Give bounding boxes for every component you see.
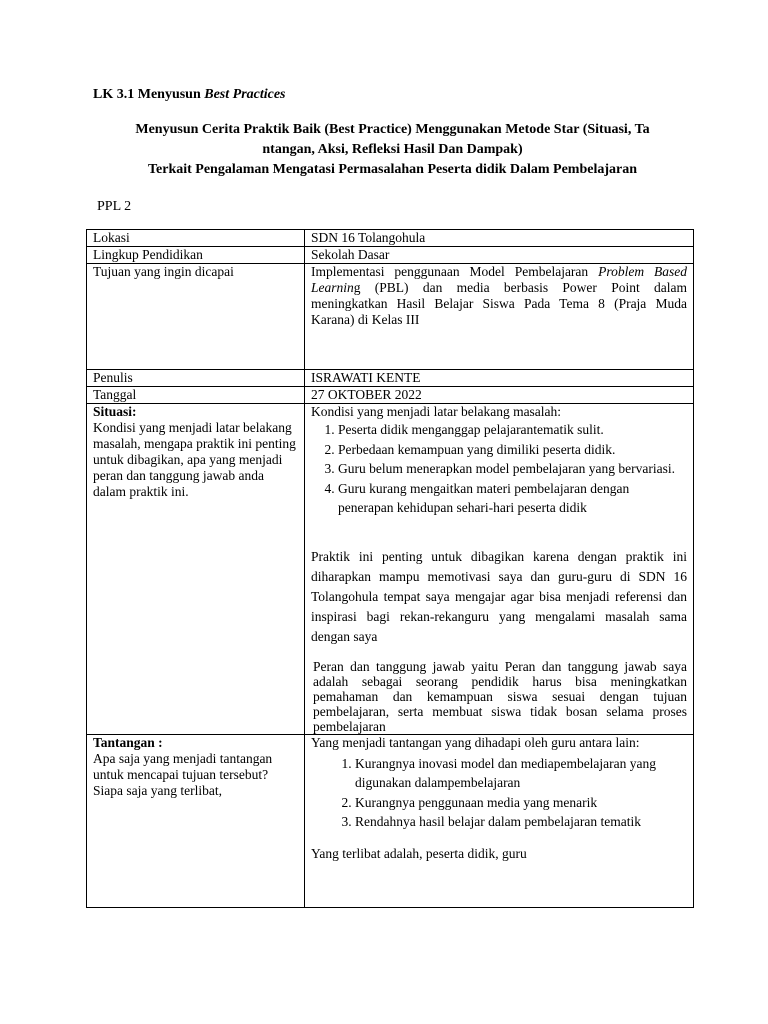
lokasi-label: Lokasi [87, 230, 305, 247]
table-row-tanggal [87, 387, 694, 404]
page-title [93, 87, 286, 103]
situasi-description: Kondisi yang menjadi latar belakang masalah, mengapa praktik ini penting untuk dibagikan, apa yang menjadi peran dan tanggung jawab anda dalam praktik ini. [93, 420, 296, 499]
situasi-cell-left [87, 404, 305, 735]
tujuan-text-1: Implementasi penggunaan Model Pembelajaran [311, 264, 599, 279]
tujuan-text-2: g (PBL) dan media berbasis Power Point dalam meningkatkan Hasil Belajar Siswa Pada Tema 8 (Praja Muda Karana) di Kelas III [311, 280, 687, 327]
lingkup-label: Lingkup Pendidikan [87, 247, 305, 264]
list-item: 1. Kurangnya inovasi model dan mediapembelajaran yang digunakan dalampembelajaran [355, 754, 687, 793]
list-item: 2. Perbedaan kemampuan yang dimiliki peserta didik. [338, 440, 687, 460]
heading-line-1: Menyusun Cerita Praktik Baik (Best Practice) Menggunakan Metode Star (Situasi, Ta [135, 122, 650, 137]
situasi-cell-right [305, 404, 694, 735]
tanggal-value: 27 OKTOBER 2022 [305, 387, 694, 404]
tantangan-cell-left [87, 734, 305, 907]
situasi-paragraph-1: Praktik ini penting untuk dibagikan karena dengan praktik ini diharapkan mampu memotivasi saya dan guru-guru di SDN 16 Tolangohula tempat saya mengajar agar bisa menjadi referensi dan inspirasi bagi rekan-rekanguru yang mengalami masalah sama dengan saya [311, 548, 687, 644]
tantangan-list [311, 754, 687, 832]
best-practice-table [86, 229, 694, 908]
table-row-lokasi [87, 230, 694, 247]
tantangan-description: Apa saja yang menjadi tantangan untuk mencapai tujuan tersebut? Siapa saja yang terlibat, [93, 750, 273, 798]
tanggal-label: Tanggal [87, 387, 305, 404]
table-row-tantangan [87, 734, 694, 907]
table-row-situasi [87, 404, 694, 735]
title-italic: Best Practices [204, 87, 286, 102]
list-item: 1. Peserta didik menganggap pelajarantematik sulit. [338, 420, 687, 440]
lingkup-value: Sekolah Dasar [305, 247, 694, 264]
tantangan-terlibat: Yang terlibat adalah, peserta didik, guru [311, 845, 527, 861]
heading-line-3: Terkait Pengalaman Mengatasi Permasalahan Peserta didik Dalam Pembelajaran [147, 162, 638, 177]
tujuan-text-italic: Problem Based Learnin [311, 264, 687, 295]
penulis-label: Penulis [87, 370, 305, 387]
tujuan-label: Tujuan yang ingin dicapai [87, 264, 305, 370]
situasi-label: Situasi: [93, 404, 137, 419]
ppl-label: PPL 2 [97, 199, 132, 214]
situasi-intro: Kondisi yang menjadi latar belakang masalah: [311, 404, 562, 419]
heading-line-2: ntangan, Aksi, Refleksi Hasil Dan Dampak) [262, 142, 523, 157]
list-item: 2. Kurangnya penggunaan media yang menarik [355, 793, 687, 813]
list-item: 3. Guru belum menerapkan model pembelajaran yang bervariasi. [338, 459, 687, 479]
table-row-lingkup [87, 247, 694, 264]
title-prefix: LK 3.1 Menyusun [93, 87, 205, 102]
lokasi-value: SDN 16 Tolangohula [305, 230, 694, 247]
tantangan-cell-right [305, 734, 694, 907]
situasi-list [311, 420, 687, 518]
situasi-paragraph-2: Peran dan tanggung jawab yaitu Peran dan tanggung jawab saya adalah sebagai seorang pendidik harus bisa meningkatkan pemahaman dan kemampuan siswa sesuai dengan tujuan pembelajaran, serta membuat siswa tidak bosan selama proses pembelajaran [313, 658, 687, 734]
tujuan-value [305, 264, 694, 370]
table-row-tujuan [87, 264, 694, 370]
list-item: 4. Guru kurang mengaitkan materi pembelajaran dengan penerapan kehidupan sehari-hari peserta didik [338, 479, 687, 518]
penulis-value: ISRAWATI KENTE [305, 370, 694, 387]
list-item: 3. Rendahnya hasil belajar dalam pembelajaran tematik [355, 812, 687, 832]
tantangan-label: Tantangan : [93, 734, 163, 750]
tantangan-intro: Yang menjadi tantangan yang dihadapi oleh guru antara lain: [311, 734, 640, 750]
table-row-penulis [87, 370, 694, 387]
